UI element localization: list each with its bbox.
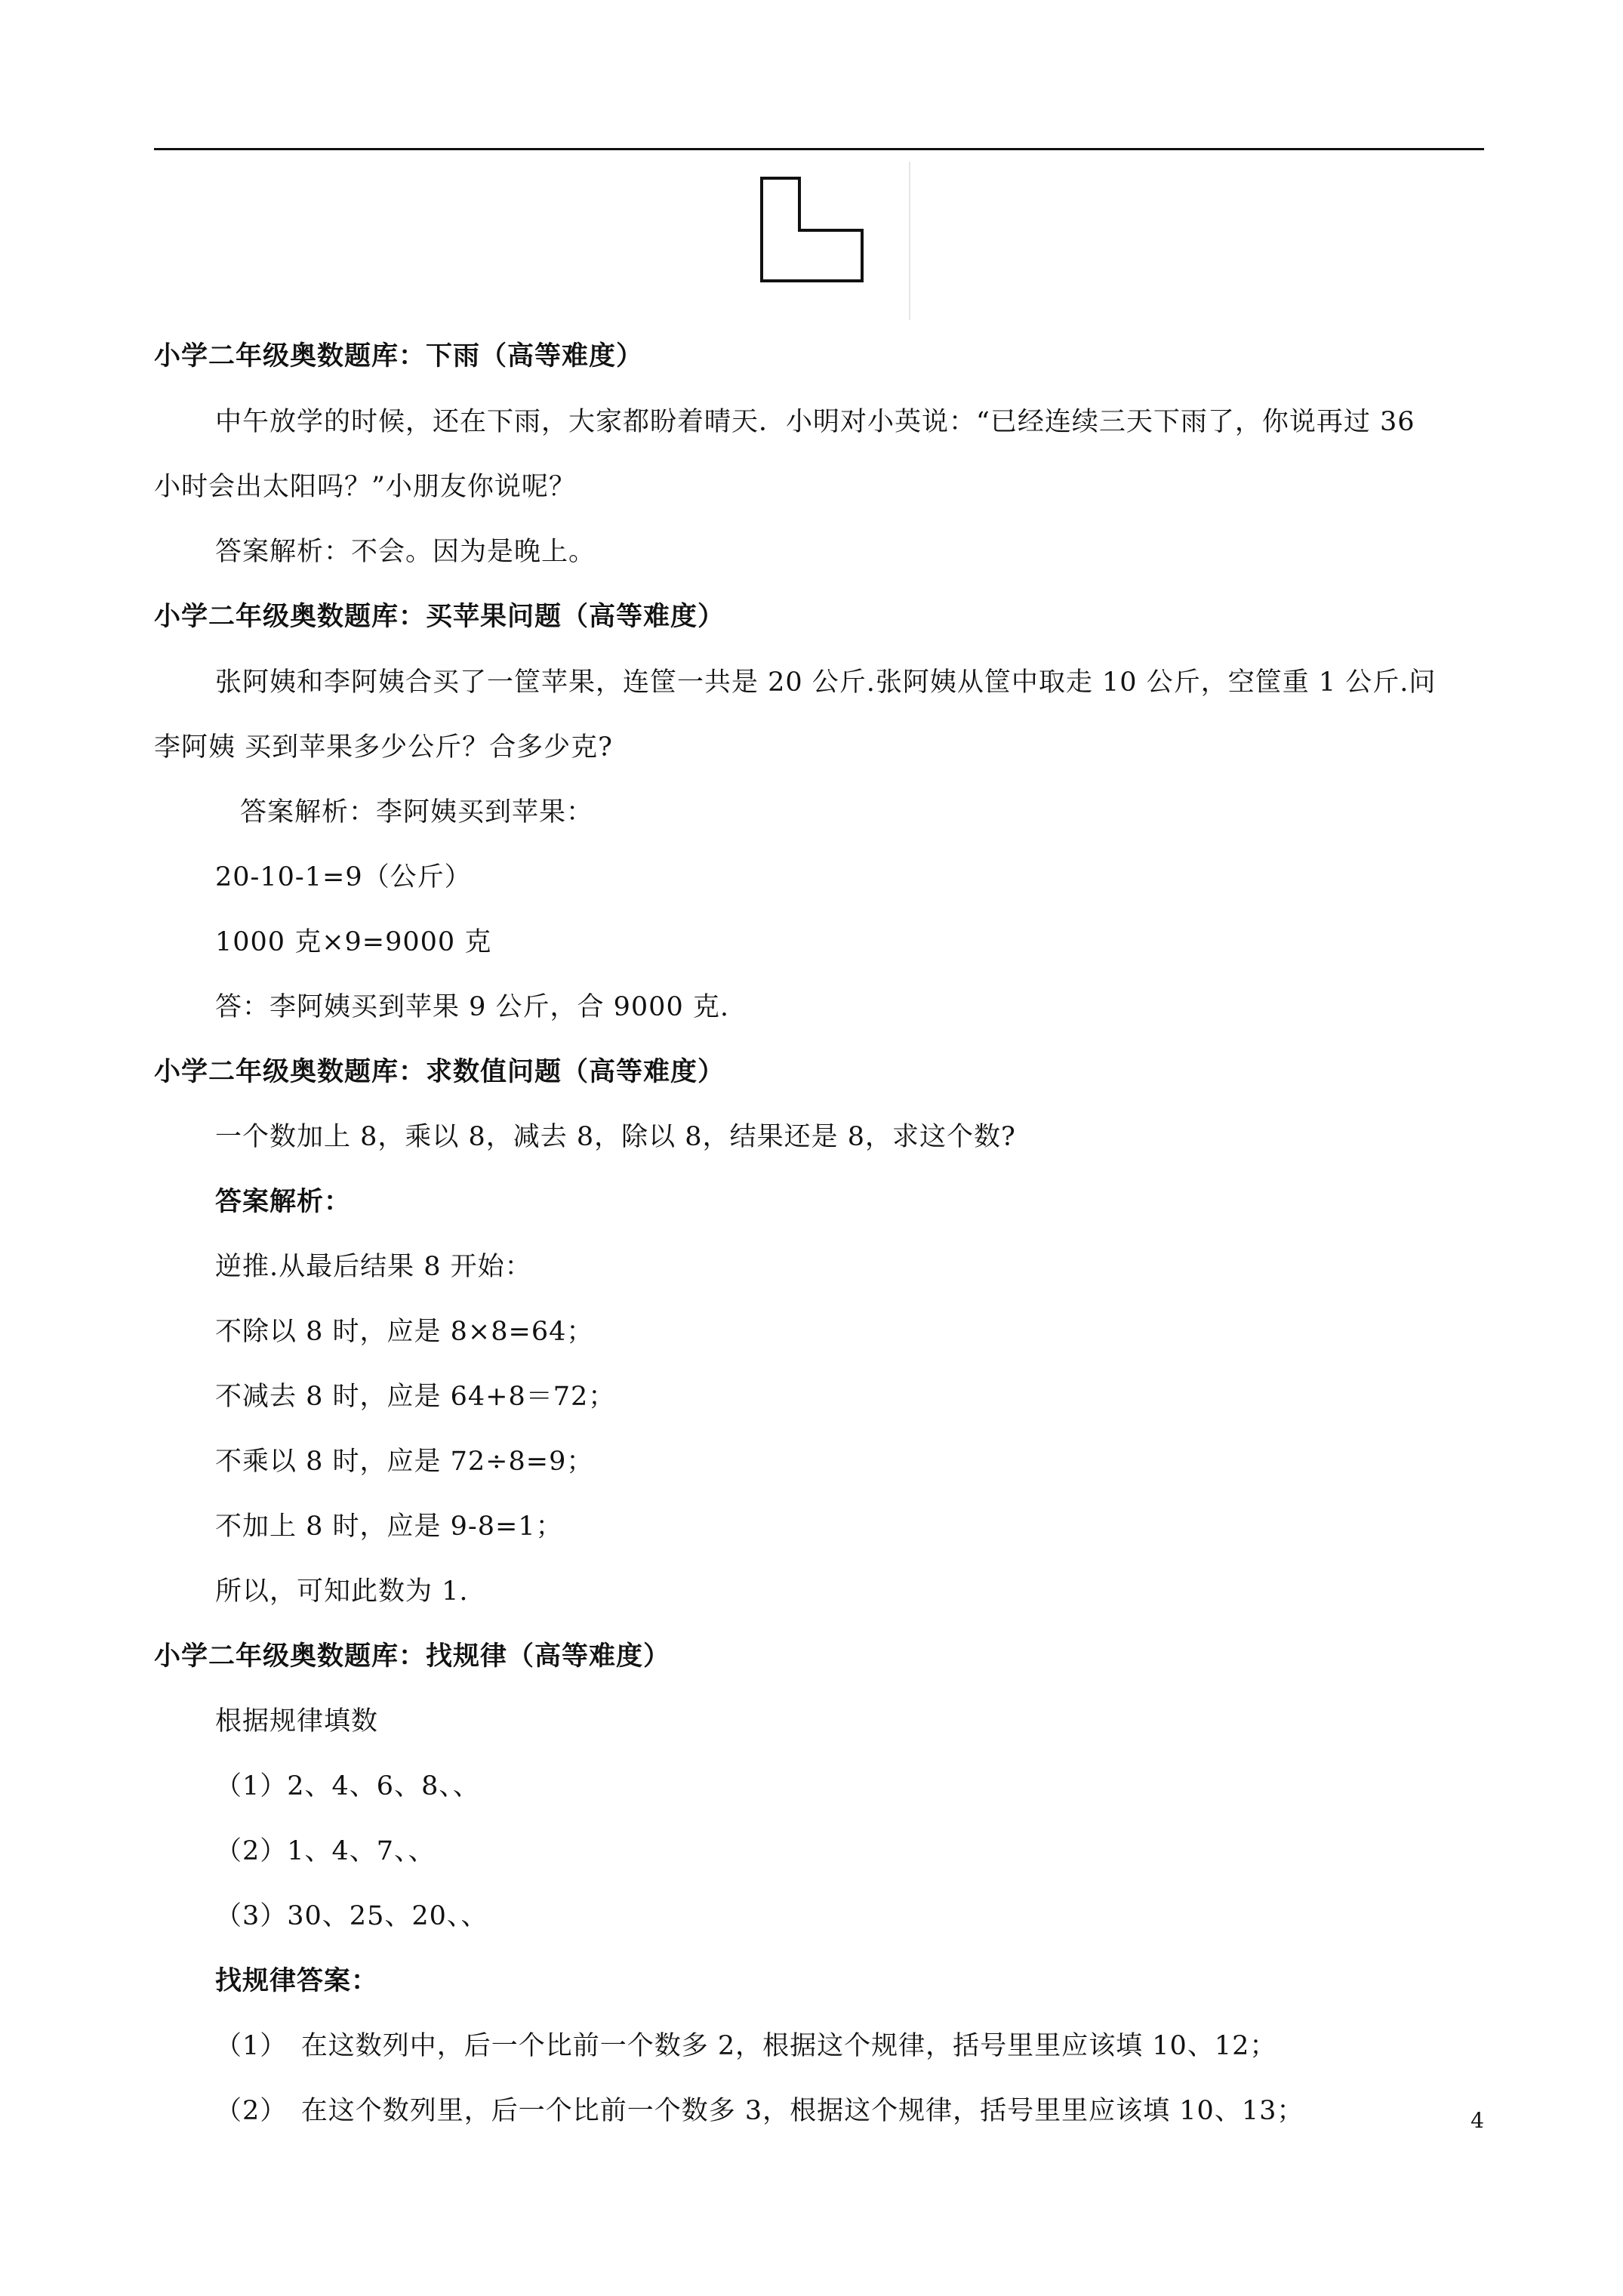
header-rule (154, 148, 1484, 150)
pattern-item-2: （2）1、4、7、、 (215, 1836, 436, 1866)
number-step-1: 逆推.从最后结果 8 开始： (215, 1252, 532, 1282)
pattern-instruction: 根据规律填数 (215, 1706, 379, 1737)
apples-answer-label: 答案解析：李阿姨买到苹果： (240, 797, 594, 827)
section-heading-pattern: 小学二年级奥数题库：找规律（高等难度） (154, 1641, 671, 1672)
apples-step-1: 20-10-1=9（公斤） (215, 862, 472, 892)
number-step-5: 不加上 8 时，应是 9-8=1； (215, 1512, 563, 1542)
apples-question-line-1: 张阿姨和李阿姨合买了一筐苹果，连筐一共是 20 公斤.张阿姨从筐中取走 10 公斤，空筐重 1 公斤.问 (215, 667, 1437, 698)
pattern-answer-label: 找规律答案： (215, 1965, 379, 1996)
section-heading-number: 小学二年级奥数题库：求数值问题（高等难度） (154, 1056, 725, 1087)
rain-answer: 答案解析：不会。因为是晚上。 (215, 537, 596, 567)
number-step-3: 不减去 8 时，应是 64+8＝72； (215, 1382, 616, 1412)
pattern-answer-1: （1） 在这数列中，后一个比前一个数多 2，根据这个规律，括号里里应该填 10、12； (215, 2031, 1277, 2061)
number-step-2: 不除以 8 时，应是 8×8=64； (215, 1317, 594, 1347)
pattern-answer-2: （2） 在这个数列里，后一个比前一个数多 3，根据这个规律，括号里里应该填 10、13； (215, 2096, 1304, 2126)
rain-question-line-2: 小时会出太阳吗？”小朋友你说呢？ (154, 472, 576, 502)
number-answer-label: 答案解析： (215, 1186, 352, 1217)
pattern-item-1: （1）2、4、6、8、、 (215, 1771, 480, 1801)
section-heading-rain: 小学二年级奥数题库：下雨（高等难度） (154, 341, 644, 371)
pattern-item-3: （3）30、25、20、、 (215, 1901, 488, 1931)
section-heading-apples: 小学二年级奥数题库：买苹果问题（高等难度） (154, 601, 725, 632)
number-question: 一个数加上 8，乘以 8，减去 8，除以 8，结果还是 8，求这个数? (215, 1122, 1016, 1152)
rain-question-line-1: 中午放学的时候，还在下雨，大家都盼着晴天．小明对小英说：“已经连续三天下雨了，你说再过 36 (215, 407, 1415, 437)
apples-step-2: 1000 克×9=9000 克 (215, 927, 492, 957)
l-shape-figure (721, 159, 919, 323)
number-conclusion: 所以，可知此数为 1. (215, 1576, 469, 1607)
number-step-4: 不乘以 8 时，应是 72÷8=9； (215, 1447, 594, 1477)
apples-question-line-2: 李阿姨 买到苹果多少公斤？合多少克? (154, 732, 613, 763)
apples-final-answer: 答：李阿姨买到苹果 9 公斤，合 9000 克. (215, 992, 729, 1022)
page-number: 4 (1471, 2108, 1484, 2133)
